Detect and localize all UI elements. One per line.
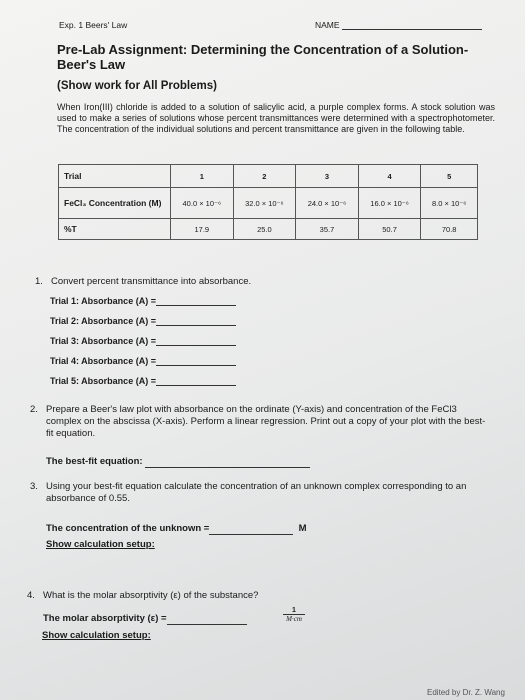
answer-blank[interactable] (156, 356, 236, 366)
question-number: 1. (35, 276, 43, 287)
answer-label: The molar absorptivity (ε) = (43, 613, 167, 624)
answer-blank[interactable] (156, 316, 236, 326)
table-cell: 32.0 × 10⁻⁶ (233, 188, 296, 219)
table-cell: 3 (296, 165, 359, 188)
trial-5-answer[interactable] (50, 376, 236, 386)
answer-blank[interactable] (156, 336, 236, 346)
question-2 (30, 404, 490, 440)
answer-blank[interactable] (145, 458, 310, 468)
answer-blank[interactable] (209, 525, 293, 535)
table-row (59, 188, 478, 219)
answer-blank[interactable] (156, 376, 236, 386)
editor-credit: Edited by Dr. Z. Wang (427, 688, 505, 697)
row-header-trial: Trial (59, 165, 171, 188)
experiment-label: Exp. 1 Beers' Law (59, 20, 128, 30)
intro-paragraph: When Iron(III) chloride is added to a solution of salicylic acid, a purple complex forms. A stock solution was used to make a series of solutions whose percent transmittances were determined with a spectrophotometer. The concentration of the individual solutions and percent transmittance are given in the following table. (57, 102, 495, 134)
table-row (59, 219, 478, 240)
page-subtitle: (Show work for All Problems) (57, 80, 217, 92)
molar-absorptivity-answer[interactable] (43, 613, 247, 625)
question-3 (30, 481, 490, 505)
question-1 (35, 276, 251, 288)
name-label: NAME (315, 20, 340, 30)
table-cell: 50.7 (358, 219, 421, 240)
table-cell: 4 (358, 165, 421, 188)
table-cell: 40.0 × 10⁻⁶ (171, 188, 234, 219)
answer-label: The concentration of the unknown = (46, 523, 210, 534)
unit-numerator: 1 (283, 607, 305, 615)
unknown-concentration-answer[interactable] (46, 523, 307, 535)
data-table (58, 164, 478, 240)
trial-4-answer[interactable] (50, 356, 236, 366)
page-title: Pre-Lab Assignment: Determining the Concentration of a Solution- Beer's Law (57, 42, 469, 72)
answer-label: Trial 1: Absorbance (A) = (50, 296, 156, 306)
question-number: 2. (30, 404, 38, 415)
unit-label: M (298, 523, 307, 534)
row-header-concentration: FeCl₃ Concentration (M) (59, 188, 171, 219)
trial-1-answer[interactable] (50, 296, 236, 306)
show-setup-label: Show calculation setup: (42, 630, 151, 641)
unit-fraction (283, 607, 305, 623)
answer-label: Trial 5: Absorbance (A) = (50, 376, 156, 386)
table-cell: 8.0 × 10⁻⁶ (421, 188, 478, 219)
question-text: Convert percent transmittance into absorbance. (51, 276, 252, 287)
table-row (59, 165, 478, 188)
question-4 (27, 590, 258, 602)
answer-blank[interactable] (167, 615, 247, 625)
question-number: 4. (27, 590, 35, 601)
table-cell: 16.0 × 10⁻⁶ (358, 188, 421, 219)
trial-3-answer[interactable] (50, 336, 236, 346)
trial-2-answer[interactable] (50, 316, 236, 326)
table-cell: 2 (233, 165, 296, 188)
question-text: Using your best-fit equation calculate the concentration of an unknown complex corresponding to an absorbance of 0.55. (46, 481, 467, 504)
answer-label: Trial 4: Absorbance (A) = (50, 356, 156, 366)
question-text: Prepare a Beer's law plot with absorbance on the ordinate (Y-axis) and concentration of the FeCl3 complex on the abscissa (X-axis). Perform a linear regression. Print out a copy of your plot with the best-fit equation. (46, 404, 486, 439)
question-number: 3. (30, 481, 38, 492)
table-cell: 24.0 × 10⁻⁶ (296, 188, 359, 219)
name-blank[interactable] (342, 21, 482, 30)
show-setup-label: Show calculation setup: (46, 539, 155, 550)
table-cell: 5 (421, 165, 478, 188)
table-cell: 17.9 (171, 219, 234, 240)
name-field[interactable] (315, 20, 482, 30)
best-fit-answer[interactable] (46, 456, 310, 468)
answer-label: Trial 3: Absorbance (A) = (50, 336, 156, 346)
answer-label: The best-fit equation: (46, 456, 143, 467)
question-text: What is the molar absorptivity (ε) of the substance? (43, 590, 259, 601)
unit-denominator: M·cm (286, 615, 302, 623)
table-cell: 35.7 (296, 219, 359, 240)
answer-blank[interactable] (156, 296, 236, 306)
table-cell: 25.0 (233, 219, 296, 240)
answer-label: Trial 2: Absorbance (A) = (50, 316, 156, 326)
table-cell: 70.8 (421, 219, 478, 240)
row-header-percent-t: %T (59, 219, 171, 240)
table-cell: 1 (171, 165, 234, 188)
